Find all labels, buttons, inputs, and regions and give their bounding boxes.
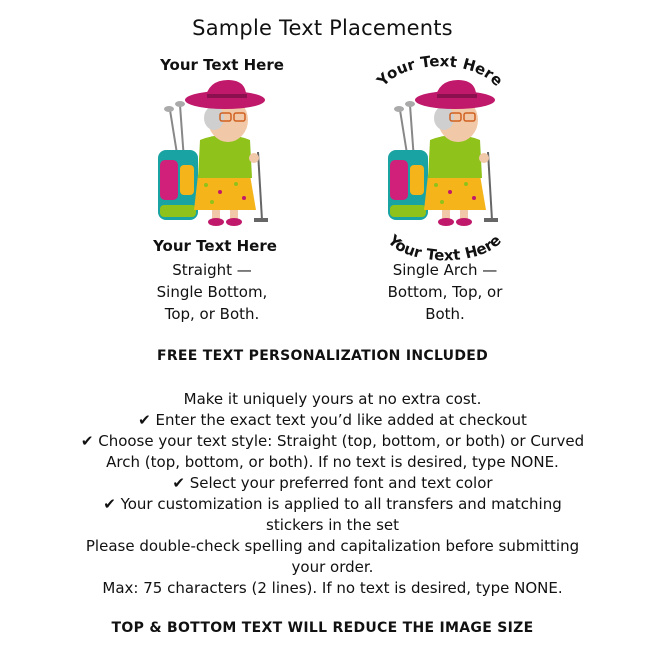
- left-description: [112, 259, 312, 325]
- grandma-golfer-illustration-left: [150, 80, 270, 228]
- body-line: Arch (top, bottom, or both). If no text is desired, type NONE.: [106, 453, 559, 471]
- right-arch-sample: [360, 48, 520, 268]
- right-description: [345, 259, 545, 325]
- body-line: Please double-check spelling and capitalization before submitting: [85, 537, 580, 555]
- right-description-line: Bottom, Top, or: [387, 283, 503, 301]
- right-description-line: Single Arch —: [392, 261, 498, 279]
- grandma-golfer-illustration: [158, 80, 268, 226]
- right-bottom-text: Your Text Here: [384, 231, 505, 265]
- personalization-body: [40, 389, 625, 599]
- left-top-text: Your Text Here: [160, 56, 284, 74]
- right-top-text: Your Text Here: [373, 52, 507, 90]
- left-description-line: Straight —: [172, 261, 252, 279]
- grandma-golfer-illustration: [388, 80, 498, 226]
- body-line: Make it uniquely yours at no extra cost.: [183, 390, 482, 408]
- body-line: ✔ Your customization is applied to all transfers and matching: [103, 495, 562, 513]
- left-description-line: Top, or Both.: [164, 305, 260, 323]
- body-line: ✔ Select your preferred font and text color: [172, 474, 493, 492]
- body-line: ✔ Enter the exact text you’d like added at checkout: [138, 411, 527, 429]
- left-description-line: Single Bottom,: [156, 283, 268, 301]
- body-line: Max: 75 characters (2 lines). If no text is desired, type NONE.: [102, 579, 563, 597]
- body-line: stickers in the set: [266, 516, 399, 534]
- left-bottom-text: Your Text Here: [153, 237, 277, 255]
- body-line: ✔ Choose your text style: Straight (top, bottom, or both) or Curved: [80, 432, 585, 450]
- body-line: your order.: [291, 558, 374, 576]
- right-description-line: Both.: [425, 305, 465, 323]
- personalization-heading: FREE TEXT PERSONALIZATION INCLUDED: [156, 348, 489, 364]
- page-title: Sample Text Placements: [192, 16, 453, 40]
- image-size-warning: TOP & BOTTOM TEXT WILL REDUCE THE IMAGE SIZE: [111, 620, 534, 636]
